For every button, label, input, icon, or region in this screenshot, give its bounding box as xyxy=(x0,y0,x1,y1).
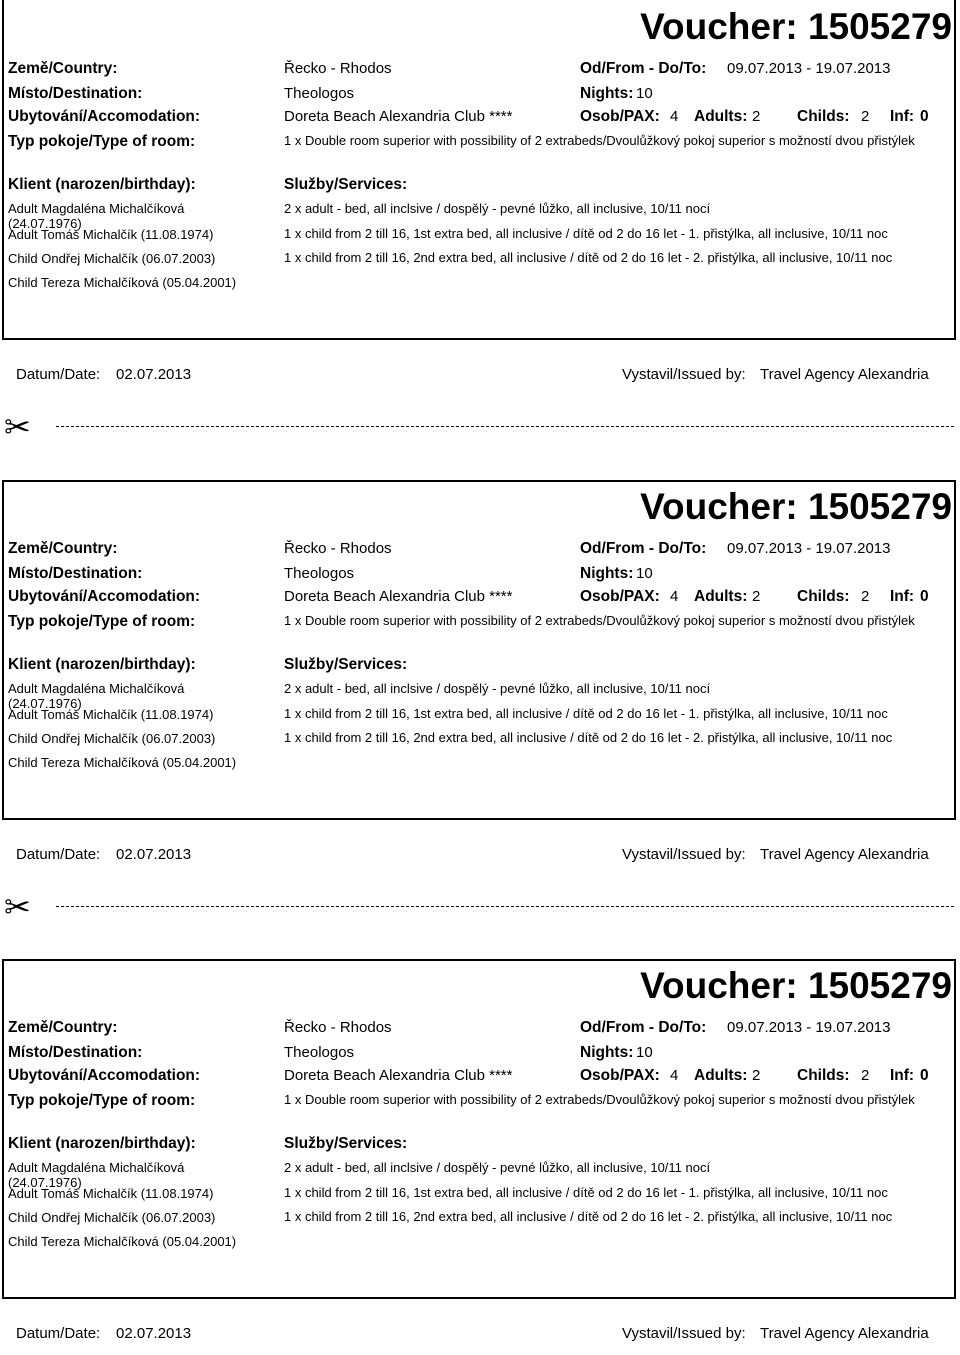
issued-value: Travel Agency Alexandria xyxy=(760,1325,929,1342)
scissors-icon: ✂ xyxy=(4,409,31,445)
service-item: 2 x adult - bed, all inclsive / dospělý - pevné lůžko, all inclusive, 10/11 nocí xyxy=(284,201,711,216)
client-item: Child Ondřej Michalčík (06.07.2003) xyxy=(8,1210,216,1225)
date-value: 02.07.2013 xyxy=(116,366,192,383)
client-item: Child Ondřej Michalčík (06.07.2003) xyxy=(8,251,216,266)
room-label: Typ pokoje/Type of room: xyxy=(8,1092,196,1109)
nights-value: 10 xyxy=(636,85,653,102)
accommodation-label: Ubytování/Accomodation: xyxy=(8,588,201,605)
pax-value: 4 xyxy=(670,1067,679,1084)
client-label: Klient (narozen/birthday): xyxy=(8,1135,196,1152)
adults-label: Adults: xyxy=(694,108,748,125)
cut-line xyxy=(0,409,960,445)
country-value: Řecko - Rhodos xyxy=(284,540,392,557)
cut-line xyxy=(0,889,960,925)
from-to-label: Od/From - Do/To: xyxy=(580,60,707,77)
adults-label: Adults: xyxy=(694,588,748,605)
childs-label: Childs: xyxy=(797,588,850,605)
dashed-line xyxy=(56,906,954,907)
service-item: 1 x child from 2 till 16, 2nd extra bed, all inclusive / dítě od 2 do 16 let - 2. přistýlka, all inclusive, 10/11 noc xyxy=(284,1209,893,1224)
voucher-title: Voucher: 1505279 xyxy=(640,486,952,527)
inf-label: Inf: xyxy=(890,108,915,125)
country-value: Řecko - Rhodos xyxy=(284,60,392,77)
pax-value: 4 xyxy=(670,108,679,125)
nights-value: 10 xyxy=(636,1044,653,1061)
room-value: 1 x Double room superior with possibility of 2 extrabeds/Dvoulůžkový pokoj superior s možností dvou přistýlek xyxy=(284,1092,915,1107)
service-item: 1 x child from 2 till 16, 1st extra bed, all inclusive / dítě od 2 do 16 let - 1. přistýlka, all inclusive, 10/11 noc xyxy=(284,1185,888,1200)
client-item: Child Tereza Michalčíková (05.04.2001) xyxy=(8,1234,237,1249)
client-item: Adult Tomáš Michalčík (11.08.1974) xyxy=(8,707,214,722)
room-value: 1 x Double room superior with possibility of 2 extrabeds/Dvoulůžkový pokoj superior s možností dvou přistýlek xyxy=(284,613,915,628)
destination-label: Místo/Destination: xyxy=(8,85,143,102)
client-item: Adult Tomáš Michalčík (11.08.1974) xyxy=(8,1186,214,1201)
date-label: Datum/Date: xyxy=(16,846,101,863)
country-label: Země/Country: xyxy=(8,60,118,77)
inf-value: 0 xyxy=(920,1067,929,1084)
room-label: Typ pokoje/Type of room: xyxy=(8,133,196,150)
services-label: Služby/Services: xyxy=(284,176,408,193)
childs-label: Childs: xyxy=(797,1067,850,1084)
client-item: Adult Tomáš Michalčík (11.08.1974) xyxy=(8,227,214,242)
childs-label: Childs: xyxy=(797,108,850,125)
date-value: 02.07.2013 xyxy=(116,1325,192,1342)
inf-value: 0 xyxy=(920,108,929,125)
service-item: 1 x child from 2 till 16, 2nd extra bed, all inclusive / dítě od 2 do 16 let - 2. přistýlka, all inclusive, 10/11 noc xyxy=(284,730,893,745)
scissors-icon: ✂ xyxy=(4,889,31,925)
nights-label: Nights: xyxy=(580,1044,634,1061)
issued-label: Vystavil/Issued by: xyxy=(622,366,746,383)
room-value: 1 x Double room superior with possibility of 2 extrabeds/Dvoulůžkový pokoj superior s možností dvou přistýlek xyxy=(284,133,915,148)
adults-label: Adults: xyxy=(694,1067,748,1084)
date-label: Datum/Date: xyxy=(16,1325,101,1342)
from-to-label: Od/From - Do/To: xyxy=(580,1019,707,1036)
childs-value: 2 xyxy=(861,108,870,125)
client-label: Klient (narozen/birthday): xyxy=(8,176,196,193)
from-to-label: Od/From - Do/To: xyxy=(580,540,707,557)
pax-value: 4 xyxy=(670,588,679,605)
issued-label: Vystavil/Issued by: xyxy=(622,846,746,863)
accommodation-label: Ubytování/Accomodation: xyxy=(8,1067,201,1084)
from-to-value: 09.07.2013 - 19.07.2013 xyxy=(727,1019,891,1036)
voucher-title: Voucher: 1505279 xyxy=(640,6,952,47)
issued-label: Vystavil/Issued by: xyxy=(622,1325,746,1342)
date-label: Datum/Date: xyxy=(16,366,101,383)
inf-label: Inf: xyxy=(890,1067,915,1084)
nights-value: 10 xyxy=(636,565,653,582)
adults-value: 2 xyxy=(752,588,761,605)
destination-value: Theologos xyxy=(284,565,355,582)
issued-value: Travel Agency Alexandria xyxy=(760,846,929,863)
nights-label: Nights: xyxy=(580,565,634,582)
inf-label: Inf: xyxy=(890,588,915,605)
client-item: Adult Magdaléna Michalčíková (24.07.1976) xyxy=(8,681,185,711)
accommodation-value: Doreta Beach Alexandria Club **** xyxy=(284,1067,513,1084)
country-label: Země/Country: xyxy=(8,540,118,557)
services-label: Služby/Services: xyxy=(284,656,408,673)
destination-label: Místo/Destination: xyxy=(8,1044,143,1061)
client-item: Child Tereza Michalčíková (05.04.2001) xyxy=(8,755,237,770)
from-to-value: 09.07.2013 - 19.07.2013 xyxy=(727,60,891,77)
destination-label: Místo/Destination: xyxy=(8,565,143,582)
issued-value: Travel Agency Alexandria xyxy=(760,366,929,383)
date-value: 02.07.2013 xyxy=(116,846,192,863)
country-label: Země/Country: xyxy=(8,1019,118,1036)
country-value: Řecko - Rhodos xyxy=(284,1019,392,1036)
nights-label: Nights: xyxy=(580,85,634,102)
service-item: 1 x child from 2 till 16, 2nd extra bed, all inclusive / dítě od 2 do 16 let - 2. přistýlka, all inclusive, 10/11 noc xyxy=(284,250,893,265)
service-item: 1 x child from 2 till 16, 1st extra bed, all inclusive / dítě od 2 do 16 let - 1. přistýlka, all inclusive, 10/11 noc xyxy=(284,226,888,241)
pax-label: Osob/PAX: xyxy=(580,1067,660,1084)
accommodation-value: Doreta Beach Alexandria Club **** xyxy=(284,108,513,125)
pax-label: Osob/PAX: xyxy=(580,108,660,125)
from-to-value: 09.07.2013 - 19.07.2013 xyxy=(727,540,891,557)
client-item: Child Tereza Michalčíková (05.04.2001) xyxy=(8,275,237,290)
client-item: Child Ondřej Michalčík (06.07.2003) xyxy=(8,731,216,746)
client-item: Adult Magdaléna Michalčíková (24.07.1976) xyxy=(8,1160,185,1190)
voucher-title: Voucher: 1505279 xyxy=(640,965,952,1006)
pax-label: Osob/PAX: xyxy=(580,588,660,605)
service-item: 2 x adult - bed, all inclsive / dospělý - pevné lůžko, all inclusive, 10/11 nocí xyxy=(284,1160,711,1175)
room-label: Typ pokoje/Type of room: xyxy=(8,613,196,630)
dashed-line xyxy=(56,426,954,427)
inf-value: 0 xyxy=(920,588,929,605)
adults-value: 2 xyxy=(752,108,761,125)
accommodation-value: Doreta Beach Alexandria Club **** xyxy=(284,588,513,605)
services-label: Služby/Services: xyxy=(284,1135,408,1152)
service-item: 2 x adult - bed, all inclsive / dospělý - pevné lůžko, all inclusive, 10/11 nocí xyxy=(284,681,711,696)
adults-value: 2 xyxy=(752,1067,761,1084)
client-label: Klient (narozen/birthday): xyxy=(8,656,196,673)
service-item: 1 x child from 2 till 16, 1st extra bed, all inclusive / dítě od 2 do 16 let - 1. přistýlka, all inclusive, 10/11 noc xyxy=(284,706,888,721)
client-item: Adult Magdaléna Michalčíková (24.07.1976) xyxy=(8,201,185,231)
childs-value: 2 xyxy=(861,588,870,605)
childs-value: 2 xyxy=(861,1067,870,1084)
accommodation-label: Ubytování/Accomodation: xyxy=(8,108,201,125)
destination-value: Theologos xyxy=(284,1044,355,1061)
destination-value: Theologos xyxy=(284,85,355,102)
